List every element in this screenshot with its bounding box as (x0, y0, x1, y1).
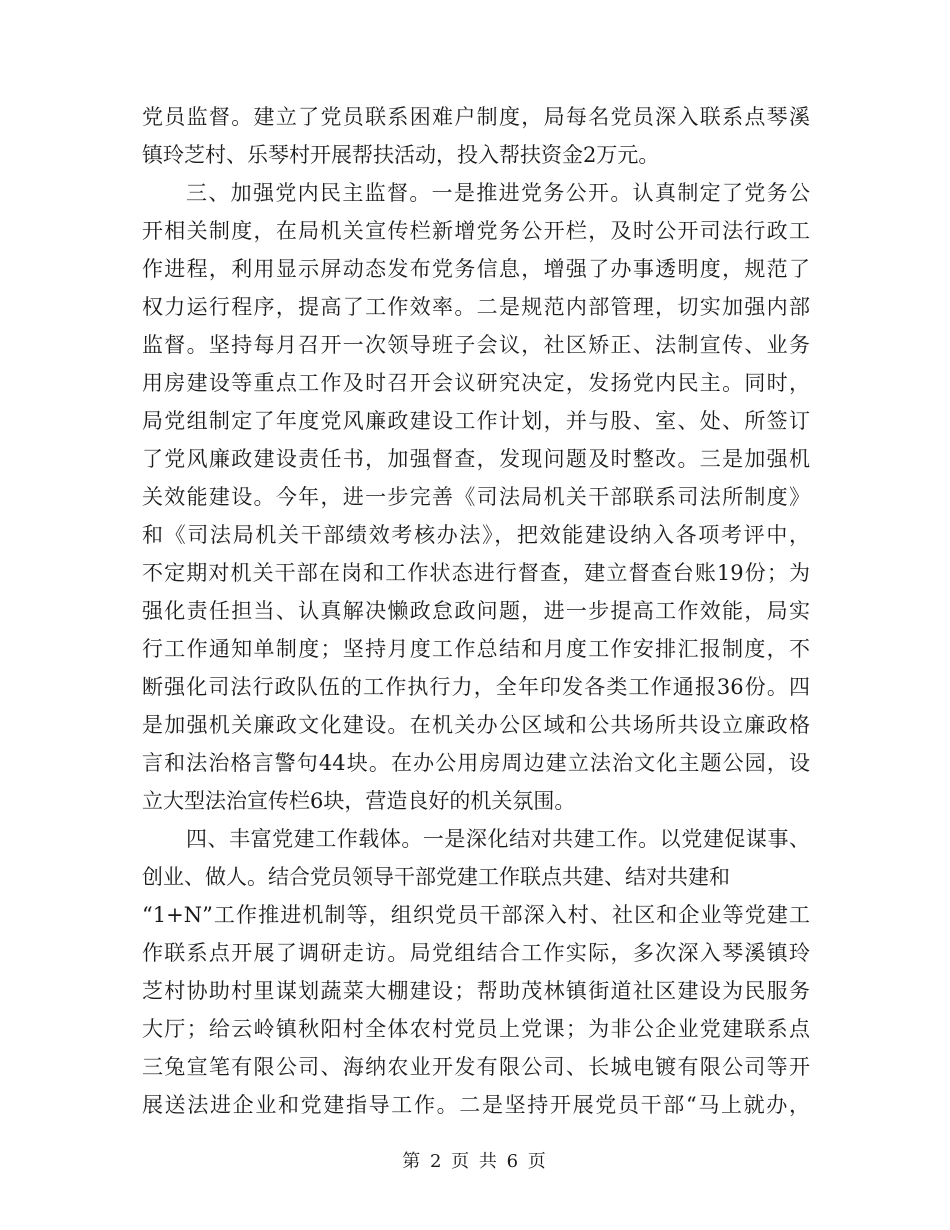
text-line: 展送法进企业和党建指导工作。二是坚持开展党员干部“马上就办， (142, 1093, 810, 1117)
text-line: 行工作通知单制度；坚持月度工作总结和月度工作安排汇报制度，不 (142, 637, 810, 661)
text-line: 大厅；给云岭镇秋阳村全体农村党员上党课；为非公企业党建联系点 (142, 1017, 810, 1041)
text-line: 了党风廉政建设责任书，加强督查，发现问题及时整改。三是加强机 (142, 447, 810, 471)
text-line: 局党组制定了年度党风廉政建设工作计划，并与股、室、处、所签订 (142, 409, 810, 433)
text-line: 芝村协助村里谋划蔬菜大棚建设；帮助茂林镇街道社区建设为民服务 (142, 979, 810, 1003)
text-line: 党员监督。建立了党员联系困难户制度，局每名党员深入联系点琴溪 (142, 105, 810, 129)
document-body (142, 98, 810, 1124)
text-line: 是加强机关廉政文化建设。在机关办公区域和公共场所共设立廉政格 (142, 713, 810, 737)
text-line: 权力运行程序，提高了工作效率。二是规范内部管理，切实加强内部 (142, 295, 810, 319)
paragraph-start-line: 四、丰富党建工作载体。一是深化结对共建工作。以党建促谋事、 (186, 827, 810, 851)
text-line: 不定期对机关干部在岗和工作状态进行督查，建立督查台账19份；为 (142, 561, 810, 585)
text-line: 断强化司法行政队伍的工作执行力，全年印发各类工作通报36份。四 (142, 675, 810, 699)
text-line: 言和法治格言警句44块。在办公用房周边建立法治文化主题公园，设 (142, 751, 810, 775)
text-line: 三兔宣笔有限公司、海纳农业开发有限公司、长城电镀有限公司等开 (142, 1055, 810, 1079)
page-number-footer: 第 2 页 共 6 页 (402, 1151, 548, 1172)
text-line: 和《司法局机关干部绩效考核办法》，把效能建设纳入各项考评中， (142, 523, 810, 547)
text-line: 立大型法治宣传栏6块，营造良好的机关氛围。 (142, 789, 576, 813)
text-line: 作进程，利用显示屏动态发布党务信息，增强了办事透明度，规范了 (142, 257, 810, 281)
paragraph-start-line: 三、加强党内民主监督。一是推进党务公开。认真制定了党务公 (186, 181, 810, 205)
text-line: 作联系点开展了调研走访。局党组结合工作实际，多次深入琴溪镇玲 (142, 941, 810, 965)
text-line: 开相关制度，在局机关宣传栏新增党务公开栏，及时公开司法行政工 (142, 219, 810, 243)
text-line: 创业、做人。结合党员领导干部党建工作联点共建、结对共建和 (142, 865, 730, 889)
text-line: 监督。坚持每月召开一次领导班子会议，社区矫正、法制宣传、业务 (142, 333, 810, 357)
text-line: 用房建设等重点工作及时召开会议研究决定，发扬党内民主。同时， (142, 371, 810, 395)
text-line: 镇玲芝村、乐琴村开展帮扶活动，投入帮扶资金2万元。 (142, 143, 660, 167)
text-line: 强化责任担当、认真解决懒政怠政问题，进一步提高工作效能，局实 (142, 599, 810, 623)
text-line: 关效能建设。今年，进一步完善《司法局机关干部联系司法所制度》 (142, 485, 810, 509)
text-line: “1+N”工作推进机制等，组织党员干部深入村、社区和企业等党建工 (142, 903, 810, 927)
